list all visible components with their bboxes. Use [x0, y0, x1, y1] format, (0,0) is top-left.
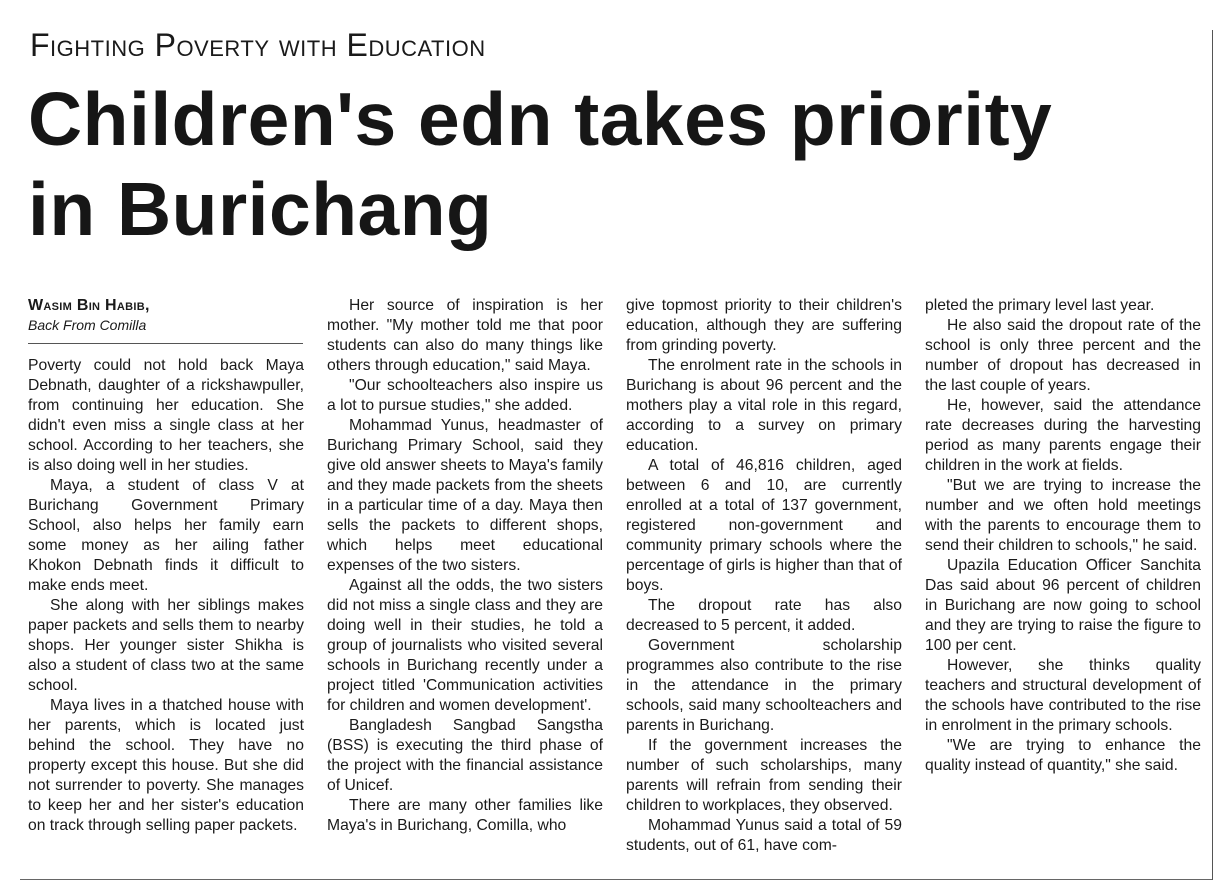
paragraph: "We are trying to enhance the quality instead of quantity," she said. [925, 737, 1201, 774]
paragraph: Bangladesh Sangbad Sangstha (BSS) is executing the third phase of the project with the financial assistance of Unicef. [327, 717, 603, 794]
byline-author: Wasim Bin Habib, [28, 297, 150, 314]
paragraph: "Our schoolteachers also inspire us a lot to pursue studies," she added. [327, 377, 603, 414]
article-column-4 [925, 296, 1201, 776]
paragraph: Against all the odds, the two sisters did not miss a single class and they are doing well in their studies, he told a group of journalists who visited several schools in Burichang recently under a project titled 'Communication activities for children and women development'. [327, 577, 603, 714]
paragraph: "But we are trying to increase the number and we often hold meetings with the parents to encourage them to send their children to schools," he said. [925, 477, 1201, 554]
paragraph: Maya lives in a thatched house with her parents, which is located just behind the school. They have no property except this house. But she did not surrender to poverty. She manages to keep her and her sister's education on track through selling paper packets. [28, 697, 304, 834]
paragraph: However, she thinks quality teachers and structural development of the schools have contributed to the rise in enrolment in the primary schools. [925, 657, 1201, 734]
headline-line-2: in Burichang [28, 167, 493, 251]
paragraph: He also said the dropout rate of the school is only three percent and the number of dropout has decreased in the last couple of years. [925, 317, 1201, 394]
byline-location: Back From Comilla [28, 317, 147, 333]
article-column-1 [28, 356, 304, 836]
paragraph: Mohammad Yunus said a total of 59 students, out of 61, have com- [626, 817, 902, 854]
paragraph: He, however, said the attendance rate decreases during the harvesting period as many parents engage their children in the work at fields. [925, 397, 1201, 474]
paragraph: Poverty could not hold back Maya Debnath, daughter of a rickshawpuller, from continuing her education. She didn't even miss a single class at her school. According to her teachers, she is also doing well in her studies. [28, 357, 304, 474]
article-column-2 [327, 296, 603, 836]
byline-divider [28, 343, 303, 344]
headline-line-1: Children's edn takes priority [28, 77, 1053, 161]
paragraph: A total of 46,816 children, aged between 6 and 10, are currently enrolled at a total of 137 government, registered non-government and community primary schools where the percentage of girls is higher than that of boys. [626, 457, 902, 594]
paragraph: She along with her siblings makes paper packets and sells them to nearby shops. Her younger sister Shikha is also a student of class two at the same school. [28, 597, 304, 694]
paragraph: The enrolment rate in the schools in Burichang is about 96 percent and the mothers play a vital role in this regard, according to a survey on primary education. [626, 357, 902, 454]
paragraph: Her source of inspiration is her mother. "My mother told me that poor students can also do many things like others through education," said Maya. [327, 297, 603, 374]
paragraph: The dropout rate has also decreased to 5 percent, it added. [626, 597, 902, 634]
paragraph: pleted the primary level last year. [925, 297, 1155, 314]
byline [28, 296, 304, 334]
paragraph: Mohammad Yunus, headmaster of Burichang Primary School, said they give old answer sheets to Maya's family and they made packets from the sheets in a particular time of a day. Maya then sells the packets to different shops, which helps meet educational expenses of the two sisters. [327, 417, 603, 574]
article-headline [28, 74, 1203, 254]
paragraph: If the government increases the number of such scholarships, many parents will refrain from sending their children to workplaces, they observed. [626, 737, 902, 814]
bottom-border-rule [20, 879, 1212, 880]
article-column-3 [626, 296, 902, 856]
paragraph: Government scholarship programmes also contribute to the rise in the attendance in the primary schools, said many schoolteachers and parents in Burichang. [626, 637, 902, 734]
paragraph: There are many other families like Maya's in Burichang, Comilla, who [327, 797, 603, 834]
paragraph: Maya, a student of class V at Burichang Government Primary School, also helps her family earn some money as her ailing father Khokon Debnath finds it difficult to make ends meet. [28, 477, 304, 594]
paragraph: Upazila Education Officer Sanchita Das said about 96 percent of children in Burichang are now going to school and they are trying to raise the figure to 100 per cent. [925, 557, 1201, 654]
article-kicker: Fighting Poverty with Education [30, 27, 486, 63]
right-border-rule [1212, 30, 1213, 880]
paragraph: give topmost priority to their children's education, although they are suffering from grinding poverty. [626, 297, 902, 354]
